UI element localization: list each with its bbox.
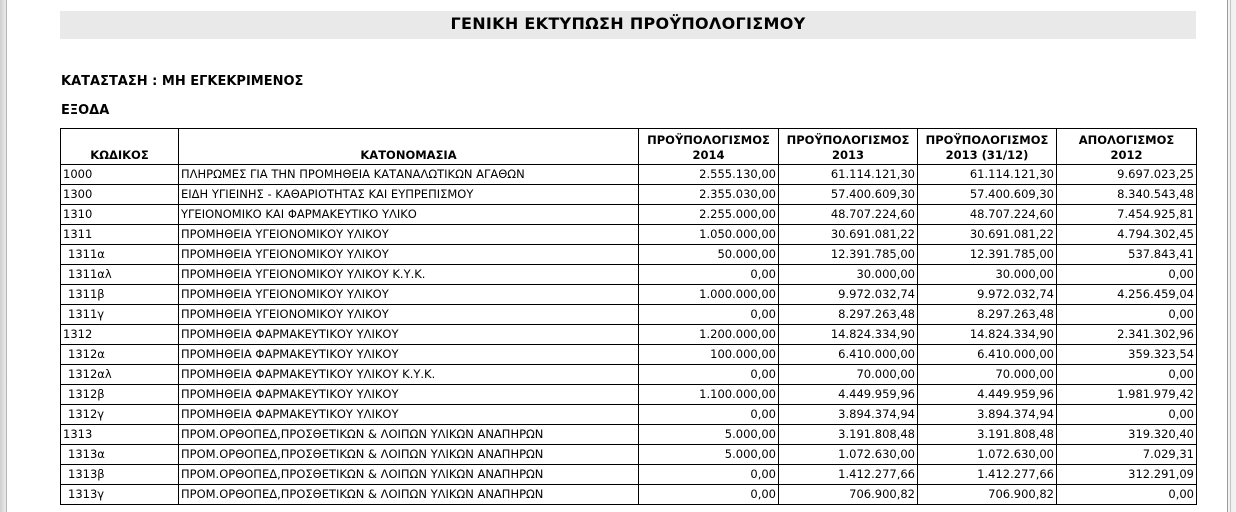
code-cell: 1312αλ: [61, 365, 179, 385]
budget-2013-3112-cell: 61.114.121,30: [918, 165, 1057, 185]
budget-2013-cell: 1.412.277,66: [779, 465, 918, 485]
budget-2013-cell: 1.072.630,00: [779, 445, 918, 465]
account-2012-cell: 7.454.925,81: [1057, 205, 1197, 225]
name-cell: ΠΡΟΜΗΘΕΙΑ ΥΓΕΙΟΝΟΜΙΚΟΥ ΥΛΙΚΟΥ: [179, 305, 639, 325]
table-row: [61, 265, 1197, 285]
table-row: [61, 385, 1197, 405]
budget-2013-3112-cell: 706.900,82: [918, 485, 1057, 505]
budget-2013-cell: 14.824.334,90: [779, 325, 918, 345]
budget-2013-3112-cell: 3.894.374,94: [918, 405, 1057, 425]
account-2012-cell: 312.291,09: [1057, 465, 1197, 485]
name-cell: ΠΡΟΜΗΘΕΙΑ ΦΑΡΜΑΚΕΥΤΙΚΟΥ ΥΛΙΚΟΥ: [179, 345, 639, 365]
account-2012-cell: 319.320,40: [1057, 425, 1197, 445]
account-2012-cell: 359.323,54: [1057, 345, 1197, 365]
budget-2013-3112-cell: 8.297.263,48: [918, 305, 1057, 325]
code-cell: 1312γ: [61, 405, 179, 425]
budget-2013-3112-cell: 1.072.630,00: [918, 445, 1057, 465]
table-row: [61, 485, 1197, 505]
name-cell: ΠΡΟΜΗΘΕΙΑ ΥΓΕΙΟΝΟΜΙΚΟΥ ΥΛΙΚΟΥ: [179, 285, 639, 305]
budget-2013-3112-cell: 57.400.609,30: [918, 185, 1057, 205]
name-cell: ΕΙΔΗ ΥΓΙΕΙΝΗΣ - ΚΑΘΑΡΙΟΤΗΤΑΣ ΚΑΙ ΕΥΠΡΕΠΙΣΜΟΥ: [179, 185, 639, 205]
name-cell: ΠΡΟΜ.ΟΡΘΟΠΕΔ,ΠΡΟΣΘΕΤΙΚΩΝ & ΛΟΙΠΩΝ ΥΛΙΚΩΝ ΑΝΑΠΗΡΩΝ: [179, 485, 639, 505]
name-cell: ΠΡΟΜ.ΟΡΘΟΠΕΔ,ΠΡΟΣΘΕΤΙΚΩΝ & ΛΟΙΠΩΝ ΥΛΙΚΩΝ ΑΝΑΠΗΡΩΝ: [179, 445, 639, 465]
account-2012-cell: 4.794.302,45: [1057, 225, 1197, 245]
account-2012-cell: 0,00: [1057, 485, 1197, 505]
name-cell: ΠΛΗΡΩΜΕΣ ΓΙΑ ΤΗΝ ΠΡΟΜΗΘΕΙΑ ΚΑΤΑΝΑΛΩΤΙΚΩΝ ΑΓΑΘΩΝ: [179, 165, 639, 185]
name-cell: ΠΡΟΜΗΘΕΙΑ ΦΑΡΜΑΚΕΥΤΙΚΟΥ ΥΛΙΚΟΥ: [179, 385, 639, 405]
budget-2013-cell: 48.707.224,60: [779, 205, 918, 225]
name-cell: ΠΡΟΜΗΘΕΙΑ ΦΑΡΜΑΚΕΥΤΙΚΟΥ ΥΛΙΚΟΥ Κ.Υ.Κ.: [179, 365, 639, 385]
account-2012-cell: 0,00: [1057, 405, 1197, 425]
table-header: [61, 129, 1197, 165]
table-row: [61, 325, 1197, 345]
budget-2014-cell: 0,00: [639, 405, 779, 425]
name-cell: ΠΡΟΜΗΘΕΙΑ ΥΓΕΙΟΝΟΜΙΚΟΥ ΥΛΙΚΟΥ: [179, 245, 639, 265]
budget-2013-cell: 12.391.785,00: [779, 245, 918, 265]
code-cell: 1311: [61, 225, 179, 245]
name-cell: ΠΡΟΜΗΘΕΙΑ ΥΓΕΙΟΝΟΜΙΚΟΥ ΥΛΙΚΟΥ: [179, 225, 639, 245]
budget-2014-cell: 0,00: [639, 485, 779, 505]
code-cell: 1311α: [61, 245, 179, 265]
code-cell: 1312α: [61, 345, 179, 365]
col-header-account-2012: ΑΠΟΛΟΓΙΣΜΟΣ 2012: [1057, 129, 1197, 165]
budget-2013-cell: 8.297.263,48: [779, 305, 918, 325]
budget-2013-cell: 70.000,00: [779, 365, 918, 385]
budget-table: [60, 128, 1197, 505]
header-row: [61, 129, 1197, 165]
budget-2014-cell: 1.000.000,00: [639, 285, 779, 305]
budget-2014-cell: 5.000,00: [639, 425, 779, 445]
account-2012-cell: 0,00: [1057, 365, 1197, 385]
code-cell: 1313β: [61, 465, 179, 485]
code-cell: 1000: [61, 165, 179, 185]
col-header-budget-2013: ΠΡΟΫΠΟΛΟΓΙΣΜΟΣ 2013: [779, 129, 918, 165]
account-2012-cell: 0,00: [1057, 305, 1197, 325]
budget-2014-cell: 2.255.000,00: [639, 205, 779, 225]
budget-2013-cell: 30.691.081,22: [779, 225, 918, 245]
budget-2013-3112-cell: 12.391.785,00: [918, 245, 1057, 265]
col-header-code: ΚΩΔΙΚΟΣ: [61, 129, 179, 165]
budget-2013-cell: 706.900,82: [779, 485, 918, 505]
name-cell: ΠΡΟΜΗΘΕΙΑ ΦΑΡΜΑΚΕΥΤΙΚΟΥ ΥΛΙΚΟΥ: [179, 405, 639, 425]
section-heading: ΕΞΟΔΑ: [61, 103, 110, 118]
table-row: [61, 225, 1197, 245]
table-row: [61, 365, 1197, 385]
budget-2013-3112-cell: 30.000,00: [918, 265, 1057, 285]
account-2012-cell: 9.697.023,25: [1057, 165, 1197, 185]
budget-2013-3112-cell: 1.412.277,66: [918, 465, 1057, 485]
budget-2013-3112-cell: 4.449.959,96: [918, 385, 1057, 405]
budget-2013-cell: 57.400.609,30: [779, 185, 918, 205]
budget-2013-3112-cell: 9.972.032,74: [918, 285, 1057, 305]
table-row: [61, 465, 1197, 485]
budget-2014-cell: 0,00: [639, 465, 779, 485]
code-cell: 1310: [61, 205, 179, 225]
code-cell: 1311αλ: [61, 265, 179, 285]
code-cell: 1300: [61, 185, 179, 205]
account-2012-cell: 537.843,41: [1057, 245, 1197, 265]
name-cell: ΥΓΕΙΟΝΟΜΙΚΟ ΚΑΙ ΦΑΡΜΑΚΕΥΤΙΚΟ ΥΛΙΚΟ: [179, 205, 639, 225]
table-row: [61, 405, 1197, 425]
budget-2013-cell: 3.894.374,94: [779, 405, 918, 425]
account-2012-cell: 4.256.459,04: [1057, 285, 1197, 305]
col-header-budget-2014: ΠΡΟΫΠΟΛΟΓΙΣΜΟΣ 2014: [639, 129, 779, 165]
name-cell: ΠΡΟΜ.ΟΡΘΟΠΕΔ,ΠΡΟΣΘΕΤΙΚΩΝ & ΛΟΙΠΩΝ ΥΛΙΚΩΝ ΑΝΑΠΗΡΩΝ: [179, 425, 639, 445]
budget-2013-3112-cell: 6.410.000,00: [918, 345, 1057, 365]
window-right-edge: [1227, 0, 1236, 512]
table-row: [61, 425, 1197, 445]
budget-2014-cell: 2.355.030,00: [639, 185, 779, 205]
code-cell: 1311β: [61, 285, 179, 305]
budget-2013-cell: 30.000,00: [779, 265, 918, 285]
code-cell: 1313γ: [61, 485, 179, 505]
table-body: [61, 165, 1197, 505]
code-cell: 1312β: [61, 385, 179, 405]
budget-2014-cell: 0,00: [639, 305, 779, 325]
budget-2013-cell: 6.410.000,00: [779, 345, 918, 365]
table-row: [61, 285, 1197, 305]
account-2012-cell: 0,00: [1057, 265, 1197, 285]
budget-2013-cell: 61.114.121,30: [779, 165, 918, 185]
code-cell: 1312: [61, 325, 179, 345]
budget-2014-cell: 1.100.000,00: [639, 385, 779, 405]
code-cell: 1311γ: [61, 305, 179, 325]
report-title: ΓΕΝΙΚΗ ΕΚΤΥΠΩΣΗ ΠΡΟΫΠΟΛΟΓΙΣΜΟΥ: [60, 11, 1196, 39]
report-status: ΚΑΤΑΣΤΑΣΗ : ΜΗ ΕΓΚΕΚΡΙΜΕΝΟΣ: [61, 74, 304, 89]
table-row: [61, 245, 1197, 265]
budget-2014-cell: 1.200.000,00: [639, 325, 779, 345]
budget-2013-cell: 9.972.032,74: [779, 285, 918, 305]
table-row: [61, 345, 1197, 365]
col-header-budget-2013-3112: ΠΡΟΫΠΟΛΟΓΙΣΜΟΣ 2013 (31/12): [918, 129, 1057, 165]
budget-2014-cell: 50.000,00: [639, 245, 779, 265]
account-2012-cell: 2.341.302,96: [1057, 325, 1197, 345]
budget-2013-cell: 4.449.959,96: [779, 385, 918, 405]
budget-2014-cell: 0,00: [639, 365, 779, 385]
table-row: [61, 305, 1197, 325]
budget-2013-3112-cell: 30.691.081,22: [918, 225, 1057, 245]
table-row: [61, 165, 1197, 185]
window-left-edge: [0, 0, 7, 512]
budget-2014-cell: 100.000,00: [639, 345, 779, 365]
table-row: [61, 445, 1197, 465]
budget-2014-cell: 5.000,00: [639, 445, 779, 465]
budget-2013-3112-cell: 3.191.808,48: [918, 425, 1057, 445]
budget-2013-cell: 3.191.808,48: [779, 425, 918, 445]
account-2012-cell: 7.029,31: [1057, 445, 1197, 465]
budget-2013-3112-cell: 14.824.334,90: [918, 325, 1057, 345]
account-2012-cell: 1.981.979,42: [1057, 385, 1197, 405]
table-row: [61, 205, 1197, 225]
budget-2013-3112-cell: 48.707.224,60: [918, 205, 1057, 225]
code-cell: 1313: [61, 425, 179, 445]
budget-2014-cell: 2.555.130,00: [639, 165, 779, 185]
budget-2013-3112-cell: 70.000,00: [918, 365, 1057, 385]
budget-2014-cell: 1.050.000,00: [639, 225, 779, 245]
col-header-name: ΚΑΤΟΝΟΜΑΣΙΑ: [179, 129, 639, 165]
table-row: [61, 185, 1197, 205]
name-cell: ΠΡΟΜ.ΟΡΘΟΠΕΔ,ΠΡΟΣΘΕΤΙΚΩΝ & ΛΟΙΠΩΝ ΥΛΙΚΩΝ ΑΝΑΠΗΡΩΝ: [179, 465, 639, 485]
account-2012-cell: 8.340.543,48: [1057, 185, 1197, 205]
budget-2014-cell: 0,00: [639, 265, 779, 285]
name-cell: ΠΡΟΜΗΘΕΙΑ ΥΓΕΙΟΝΟΜΙΚΟΥ ΥΛΙΚΟΥ Κ.Υ.Κ.: [179, 265, 639, 285]
name-cell: ΠΡΟΜΗΘΕΙΑ ΦΑΡΜΑΚΕΥΤΙΚΟΥ ΥΛΙΚΟΥ: [179, 325, 639, 345]
code-cell: 1313α: [61, 445, 179, 465]
